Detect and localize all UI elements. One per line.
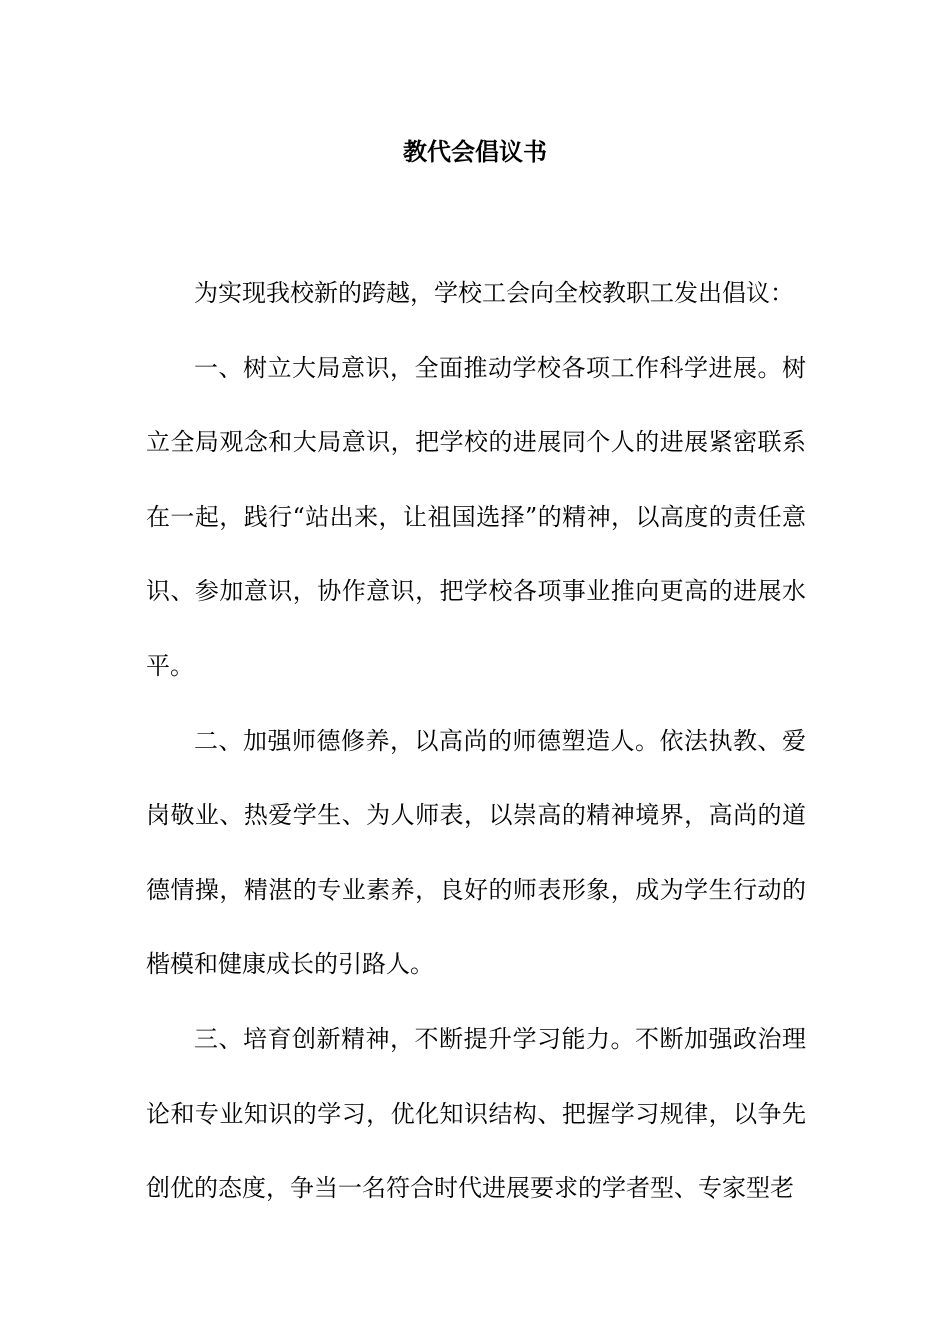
document-title: 教代会倡议书 bbox=[403, 137, 547, 166]
paragraph-two: 二、加强师德修养，以高尚的师德塑造人。依法执教、爱岗敬业、热爱学生、为人师表，以崇高的精神境界，高尚的道德情操，精湛的专业素养，良好的师表形象，成为学生行动的楷模和健康成长的引路人。 bbox=[146, 726, 806, 979]
paragraph-intro: 为实现我校新的跨越，学校工会向全校教职工发出倡议： bbox=[194, 279, 794, 307]
paragraph-one: 一、树立大局意识，全面推动学校各项工作科学进展。树立全局观念和大局意识，把学校的进展同个人的进展紧密联系在一起，践行“站出来，让祖国选择”的精神，以高度的责任意识、参加意识，协作意识，把学校各项事业推向更高的进展水平。 bbox=[146, 353, 806, 680]
document-body bbox=[146, 256, 806, 1226]
paragraph-three: 三、培育创新精神，不断提升学习能力。不断加强政治理论和专业知识的学习，优化知识结构、把握学习规律，以争先创优的态度，争当一名符合时代进展要求的学者型、专家型老 bbox=[146, 1024, 806, 1203]
